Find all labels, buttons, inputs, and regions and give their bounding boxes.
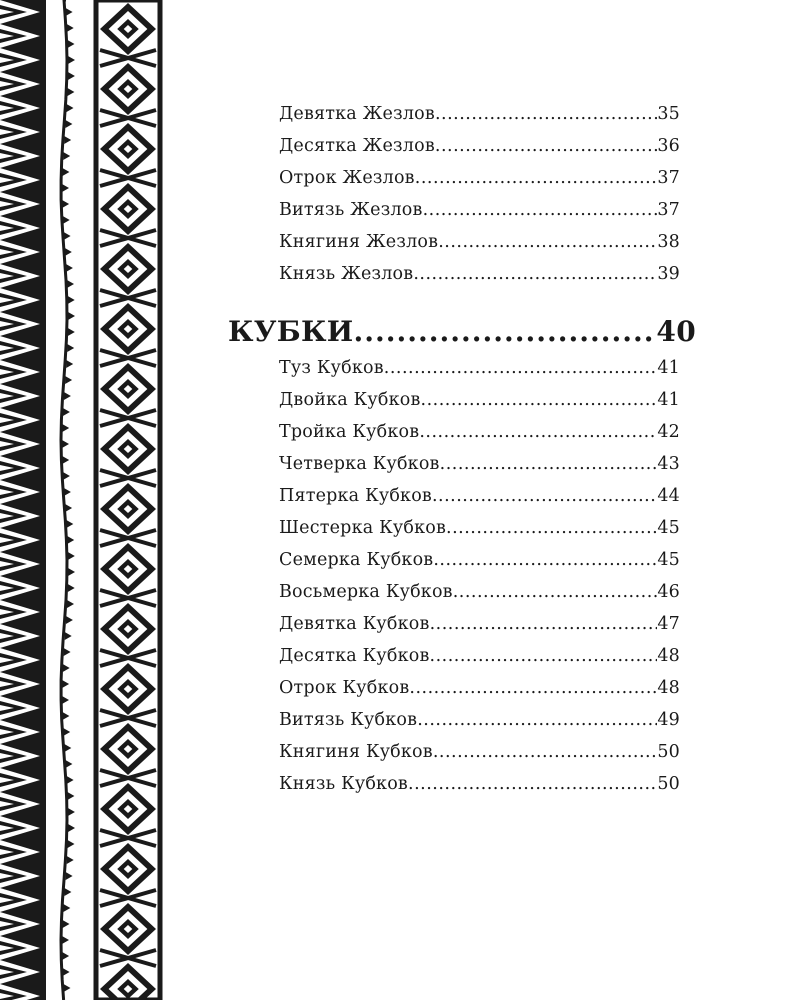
toc-entry-page: 45 xyxy=(657,550,680,570)
toc-entry-page: 37 xyxy=(657,200,680,220)
toc-entry-title: Витязь Кубков xyxy=(279,710,418,730)
toc-entry-title: Десятка Жезлов xyxy=(279,136,435,156)
toc-entry-page: 43 xyxy=(657,454,680,474)
toc-entry[interactable] xyxy=(279,168,680,194)
toc-entry[interactable] xyxy=(279,232,680,258)
toc-entry-page: 36 xyxy=(657,136,680,156)
section-heading[interactable] xyxy=(228,315,696,351)
dot-leader xyxy=(430,646,658,666)
toc-entry[interactable] xyxy=(279,646,680,672)
toc-entry-title: Туз Кубков xyxy=(279,358,384,378)
toc-entry-title: Княгиня Кубков xyxy=(279,742,433,762)
toc-entry-title: Князь Жезлов xyxy=(279,264,414,284)
toc-entry[interactable] xyxy=(279,518,680,544)
dot-leader xyxy=(423,200,658,220)
toc-entry-page: 45 xyxy=(657,518,680,538)
toc-entry-title: Восьмерка Кубков xyxy=(279,582,453,602)
section-title: КУБКИ xyxy=(228,315,354,348)
dot-leader xyxy=(433,550,657,570)
toc-entry[interactable] xyxy=(279,390,680,416)
toc-entry-title: Четверка Кубков xyxy=(279,454,440,474)
toc-entry[interactable] xyxy=(279,550,680,576)
toc-entry-page: 42 xyxy=(657,422,680,442)
dot-leader xyxy=(432,486,657,506)
toc-entry[interactable] xyxy=(279,678,680,704)
toc-entry-page: 39 xyxy=(657,264,680,284)
toc-entry-title: Двойка Кубков xyxy=(279,390,421,410)
toc-entry-title: Пятерка Кубков xyxy=(279,486,432,506)
toc-entry-title: Десятка Кубков xyxy=(279,646,430,666)
toc-entry-title: Шестерка Кубков xyxy=(279,518,447,538)
toc-entry-page: 37 xyxy=(657,168,680,188)
section-page: 40 xyxy=(656,315,696,348)
toc-entry-title: Тройка Кубков xyxy=(279,422,420,442)
toc-entry[interactable] xyxy=(279,454,680,480)
dot-leader xyxy=(413,264,657,284)
toc-entry-page: 46 xyxy=(657,582,680,602)
dot-leader xyxy=(384,358,658,378)
toc-entry-title: Девятка Кубков xyxy=(279,614,430,634)
dot-leader xyxy=(453,582,658,602)
dot-leader xyxy=(440,454,658,474)
dot-leader xyxy=(446,518,657,538)
toc-entry[interactable] xyxy=(279,104,680,130)
toc-entry-page: 50 xyxy=(657,742,680,762)
dot-leader xyxy=(421,390,658,410)
toc-entry-page: 44 xyxy=(657,486,680,506)
toc-entry-page: 50 xyxy=(657,774,680,794)
toc-entry[interactable] xyxy=(279,264,680,290)
toc-entry[interactable] xyxy=(279,582,680,608)
dot-leader xyxy=(415,168,658,188)
toc-entry-page: 38 xyxy=(657,232,680,252)
dot-leader xyxy=(430,614,658,634)
toc-entry[interactable] xyxy=(279,710,680,736)
toc-entry-title: Семерка Кубков xyxy=(279,550,434,570)
toc-entry-page: 41 xyxy=(657,390,680,410)
toc-entry-title: Витязь Жезлов xyxy=(279,200,423,220)
dot-leader xyxy=(433,742,657,762)
toc-entry[interactable] xyxy=(279,422,680,448)
toc-entry[interactable] xyxy=(279,614,680,640)
toc-entry-page: 35 xyxy=(657,104,680,124)
toc-entry-page: 48 xyxy=(657,678,680,698)
toc-entry[interactable] xyxy=(279,742,680,768)
toc-entry-page: 48 xyxy=(657,646,680,666)
dot-leader xyxy=(409,678,657,698)
dot-leader xyxy=(435,136,657,156)
toc-entry-title: Отрок Жезлов xyxy=(279,168,415,188)
toc-entry-page: 41 xyxy=(657,358,680,378)
toc-entry-page: 47 xyxy=(657,614,680,634)
dot-leader xyxy=(419,422,657,442)
toc-entry[interactable] xyxy=(279,486,680,512)
toc-entry-title: Девятка Жезлов xyxy=(279,104,435,124)
toc-entry-title: Отрок Кубков xyxy=(279,678,410,698)
toc-entry[interactable] xyxy=(279,774,680,800)
toc-entry-title: Княгиня Жезлов xyxy=(279,232,439,252)
toc-entry[interactable] xyxy=(279,200,680,226)
dot-leader xyxy=(435,104,657,124)
toc-entry[interactable] xyxy=(279,358,680,384)
toc-entry[interactable] xyxy=(279,136,680,162)
toc-entry-title: Князь Кубков xyxy=(279,774,408,794)
dot-leader xyxy=(408,774,657,794)
dot-leader xyxy=(438,232,657,252)
dot-leader xyxy=(417,710,657,730)
dot-leader xyxy=(354,315,657,348)
toc-entry-page: 49 xyxy=(657,710,680,730)
